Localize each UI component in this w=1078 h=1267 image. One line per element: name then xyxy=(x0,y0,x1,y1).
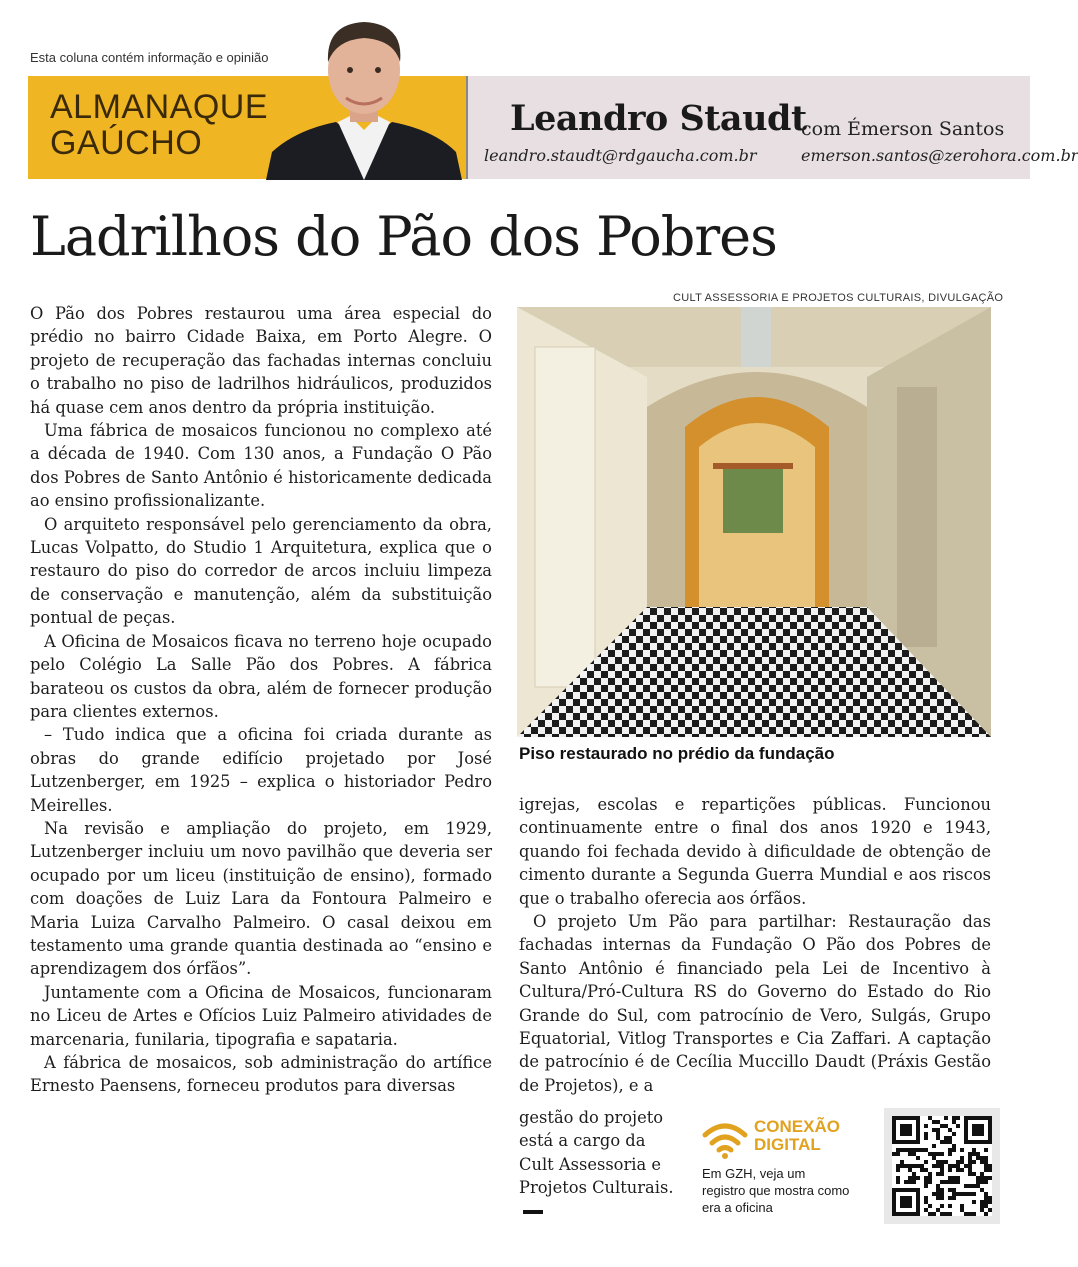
digital-title-line1: CONEXÃO xyxy=(754,1117,840,1136)
corridor-photo xyxy=(517,307,991,737)
paragraph: O Pão dos Pobres restaurou uma área especial do prédio no bairro Cidade Baixa, em Porto Alegre. O projeto de recuperação das fachadas internas concluiu o trabalho no piso de ladrilhos hidráulicos, produzidos há quase cem anos dentro da própria instituição. xyxy=(30,304,492,417)
qr-code[interactable] xyxy=(884,1108,1000,1224)
column-name-line2: GAÚCHO xyxy=(50,124,203,162)
author-band xyxy=(466,76,1078,179)
wifi-icon xyxy=(702,1119,748,1159)
paragraph: O projeto Um Pão para partilhar: Restauração das fachadas internas da Fundação O Pão dos Pobres de Santo Antônio é financiado pela Lei de Incentivo à Cultura/Pró-Cultura RS do Governo do Estado do Rio Grande do Sul, com patrocínio de Vero, Sulgás, Grupo Equatorial, Vitlog Transportes e Cia Zaffari. A captação de patrocínio é de Cecília Muccillo Daudt (Práxis Gestão de Projetos), e a xyxy=(519,912,991,1095)
closing-text: gestão do projeto está a cargo da Cult Assessoria e Projetos Culturais. xyxy=(519,1108,674,1198)
column-name-line1: ALMANAQUE xyxy=(50,88,268,126)
paragraph: Uma fábrica de mosaicos funcionou no complexo até a década de 1940. Com 130 anos, a Fundação O Pão dos Pobres de Santo Antônio é historicamente dedicada ao ensino profissionalizante. xyxy=(30,421,492,511)
paragraph: Na revisão e ampliação do projeto, em 1929, Lutzenberger incluiu um novo pavilhão que deveria ser ocupado por um liceu (instituição de ensino), formado com doações de Luiz Lara da Fontoura Palmeiro e Maria Luiza Carvalho Palmeiro. O casal deixou em testamento uma grande quantia destinada ao “ensino e aprendizagem dos órfãos”. xyxy=(30,818,492,979)
digital-text: Em GZH, veja um registro que mostra como era a oficina xyxy=(702,1166,850,1215)
column-masthead xyxy=(28,76,1078,179)
qr-code-icon xyxy=(892,1116,992,1216)
digital-title-line2: DIGITAL xyxy=(754,1135,821,1154)
author-portrait xyxy=(266,12,462,180)
paragraph: Juntamente com a Oficina de Mosaicos, funcionaram no Liceu de Artes e Ofícios Luiz Palmeiro atividades de marcenaria, funilaria, tipografia e sapataria. xyxy=(30,982,492,1049)
coauthor-name: com Émerson Santos xyxy=(801,118,1005,140)
coauthor-email: emerson.santos@zerohora.com.br xyxy=(801,146,1078,165)
column-disclaimer: Esta coluna contém informação e opinião xyxy=(30,50,269,65)
article-column-3 xyxy=(519,1106,685,1223)
paragraph: O arquiteto responsável pelo gerenciamento da obra, Lucas Volpatto, do Studio 1 Arquitetura, explica que o restauro do piso do corredor de arcos incluiu limpeza de conservação e manutenção, além da substituição pontual de peças. xyxy=(30,514,492,628)
article-column-1 xyxy=(30,302,492,1098)
paragraph: igrejas, escolas e repartições públicas. Funcionou continuamente entre o final dos anos 1920 e 1943, quando foi fechada devido à dificuldade de obtenção de cimento durante a Segunda Guerra Mundial e aos riscos que o trabalho oferecia aos órfãos. xyxy=(519,795,991,908)
paragraph: A fábrica de mosaicos, sob administração do artífice Ernesto Paensens, forneceu produtos para diversas xyxy=(30,1053,492,1096)
paragraph: – Tudo indica que a oficina foi criada durante as obras do grande edifício projetado por José Lutzenberger, em 1925 – explica o historiador Pedro Meirelles. xyxy=(30,725,492,815)
digital-connection-box xyxy=(700,1115,860,1225)
end-mark xyxy=(523,1210,543,1214)
article-column-2 xyxy=(519,793,991,1097)
paragraph xyxy=(519,1106,685,1223)
article-headline: Ladrilhos do Pão dos Pobres xyxy=(30,205,777,268)
photo-credit: CULT ASSESSORIA E PROJETOS CULTURAIS, DIVULGAÇÃO xyxy=(673,292,1004,304)
photo-caption: Piso restaurado no prédio da fundação xyxy=(519,744,835,763)
author-name: Leandro Staudt xyxy=(510,98,807,139)
author-email: leandro.staudt@rdgaucha.com.br xyxy=(484,146,757,165)
paragraph: A Oficina de Mosaicos ficava no terreno hoje ocupado pelo Colégio La Salle Pão dos Pobres. A fábrica barateou os custos da obra, além de fornecer produção para clientes externos. xyxy=(30,631,492,721)
